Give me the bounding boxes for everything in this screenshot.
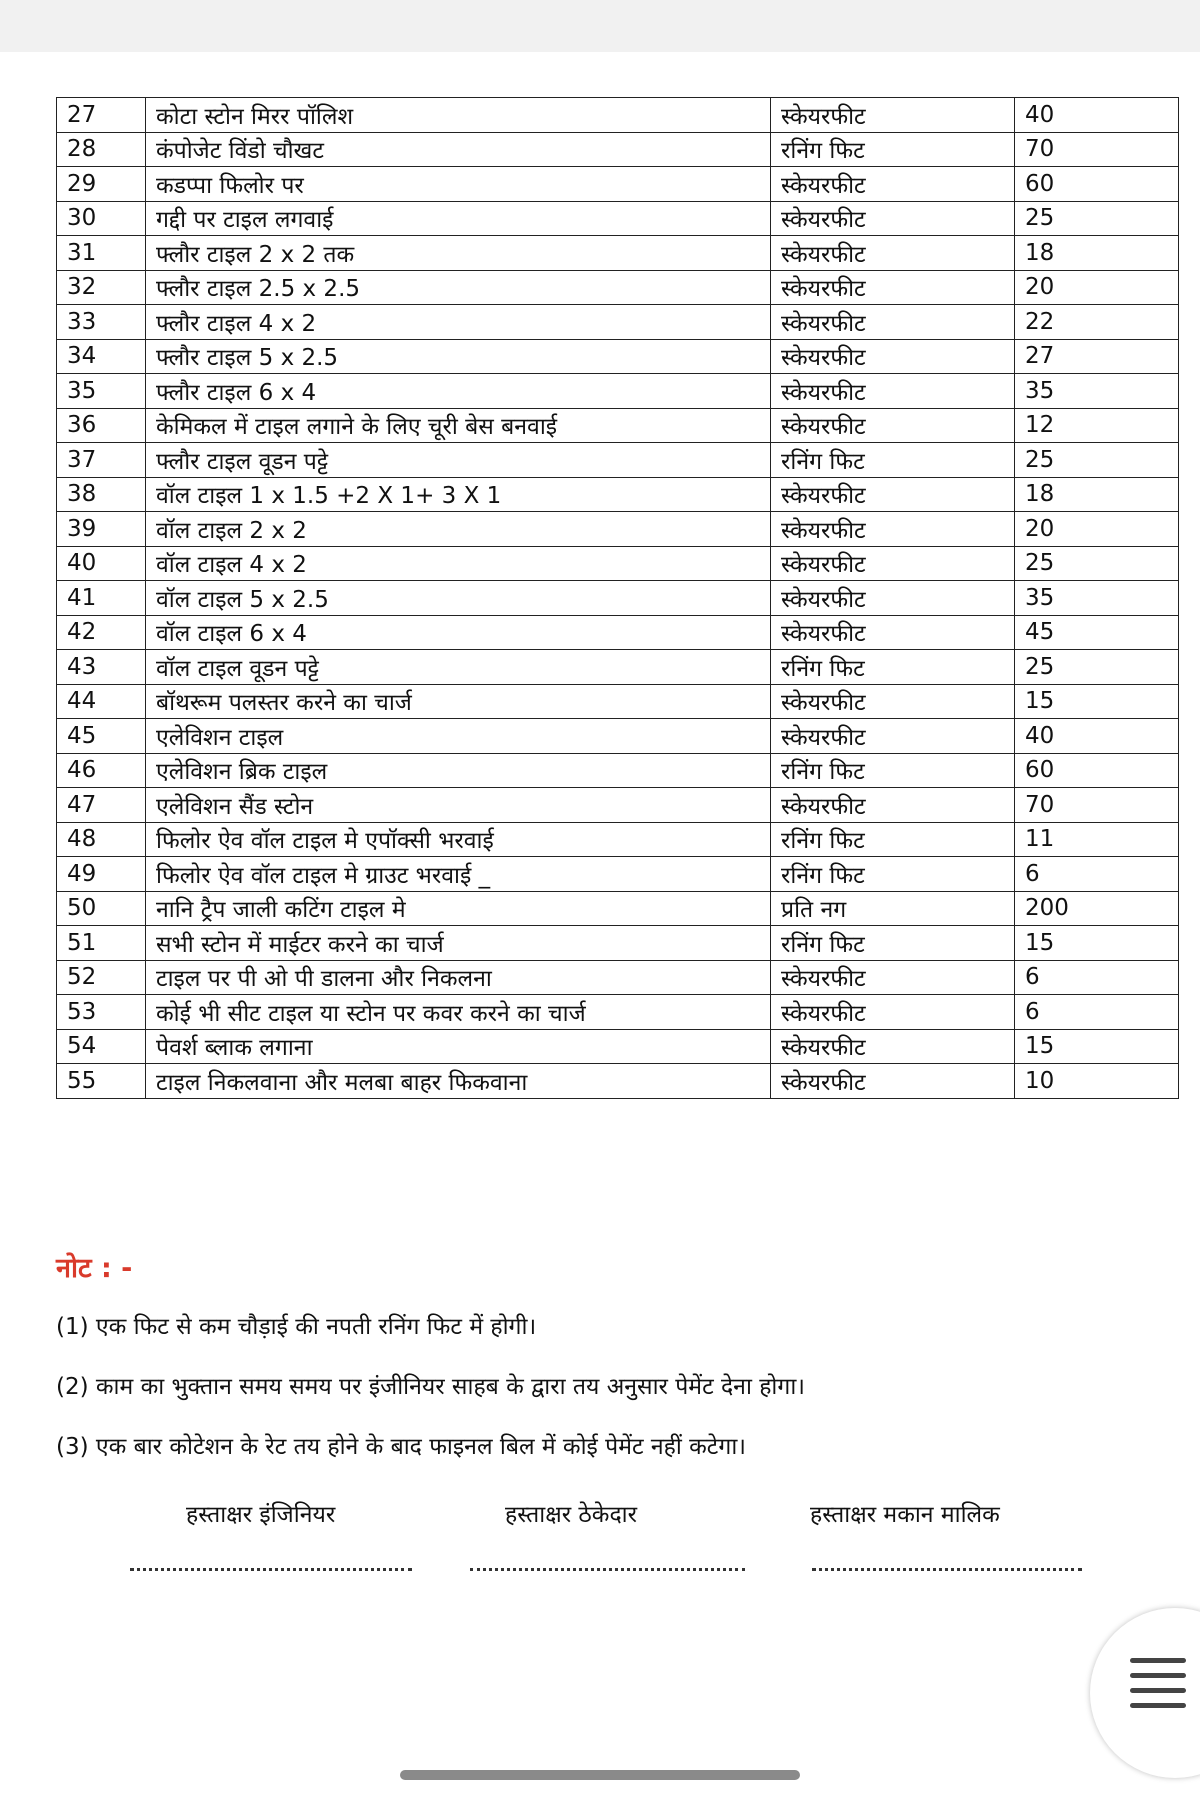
table-row: [57, 960, 1179, 995]
unit-cell: स्केयरफीट: [771, 960, 1015, 995]
rate-cell: 25: [1015, 443, 1179, 478]
serial-number-cell: 38: [57, 477, 146, 512]
item-description-cell: गद्दी पर टाइल लगवाई: [146, 201, 771, 236]
table-row: [57, 374, 1179, 409]
serial-number-cell: 46: [57, 753, 146, 788]
rate-cell: 18: [1015, 477, 1179, 512]
serial-number-cell: 50: [57, 891, 146, 926]
unit-cell: प्रति नग: [771, 891, 1015, 926]
table-row: [57, 167, 1179, 202]
table-row: [57, 512, 1179, 547]
serial-number-cell: 35: [57, 374, 146, 409]
rate-cell: 15: [1015, 1029, 1179, 1064]
item-description-cell: बॉथरूम पलस्तर करने का चार्ज: [146, 684, 771, 719]
table-row: [57, 546, 1179, 581]
item-description-cell: फ्लौर टाइल 2 x 2 तक: [146, 236, 771, 271]
serial-number-cell: 44: [57, 684, 146, 719]
table-row: [57, 753, 1179, 788]
serial-number-cell: 33: [57, 305, 146, 340]
signature-engineer-label: हस्ताक्षर इंजिनियर: [186, 1502, 336, 1528]
rate-cell: 25: [1015, 546, 1179, 581]
unit-cell: स्केयरफीट: [771, 1029, 1015, 1064]
home-indicator-bar[interactable]: [400, 1770, 800, 1780]
item-description-cell: वॉल टाइल 4 x 2: [146, 546, 771, 581]
item-description-cell: टाइल निकलवाना और मलबा बाहर फिकवाना: [146, 1064, 771, 1099]
table-row: [57, 443, 1179, 478]
item-description-cell: नानि ट्रैप जाली कटिंग टाइल मे: [146, 891, 771, 926]
rate-cell: 10: [1015, 1064, 1179, 1099]
unit-cell: स्केयरफीट: [771, 615, 1015, 650]
item-description-cell: फिलोर ऐव वॉल टाइल मे ग्राउट भरवाई _: [146, 857, 771, 892]
unit-cell: स्केयरफीट: [771, 477, 1015, 512]
unit-cell: रनिंग फिट: [771, 857, 1015, 892]
rate-cell: 70: [1015, 788, 1179, 823]
signature-contractor-label: हस्ताक्षर ठेकेदार: [505, 1502, 638, 1528]
unit-cell: स्केयरफीट: [771, 167, 1015, 202]
item-description-cell: एलेविशन सैंड स्टोन: [146, 788, 771, 823]
table-row: [57, 719, 1179, 754]
rate-cell: 25: [1015, 201, 1179, 236]
item-description-cell: फिलोर ऐव वॉल टाइल मे एपॉक्सी भरवाई: [146, 822, 771, 857]
table-row: [57, 408, 1179, 443]
item-description-cell: फ्लौर टाइल वूडन पट्टे: [146, 443, 771, 478]
rate-cell: 12: [1015, 408, 1179, 443]
serial-number-cell: 31: [57, 236, 146, 271]
serial-number-cell: 43: [57, 650, 146, 685]
table-row: [57, 132, 1179, 167]
serial-number-cell: 27: [57, 98, 146, 133]
unit-cell: स्केयरफीट: [771, 546, 1015, 581]
item-description-cell: कोई भी सीट टाइल या स्टोन पर कवर करने का चार्ज: [146, 995, 771, 1030]
serial-number-cell: 47: [57, 788, 146, 823]
unit-cell: रनिंग फिट: [771, 822, 1015, 857]
signature-lines: [0, 1568, 1200, 1588]
signature-owner-line: [812, 1568, 1082, 1571]
rate-cell: 40: [1015, 98, 1179, 133]
unit-cell: रनिंग फिट: [771, 443, 1015, 478]
rate-table-body: [57, 98, 1179, 1099]
rate-table: [56, 97, 1179, 1099]
rate-cell: 11: [1015, 822, 1179, 857]
unit-cell: रनिंग फिट: [771, 753, 1015, 788]
item-description-cell: कंपोजेट विंडो चौखट: [146, 132, 771, 167]
table-row: [57, 650, 1179, 685]
signature-engineer-line: [130, 1568, 412, 1571]
serial-number-cell: 34: [57, 339, 146, 374]
viewer-top-bar: [0, 0, 1200, 52]
unit-cell: स्केयरफीट: [771, 270, 1015, 305]
note-item: (3) एक बार कोटेशन के रेट तय होने के बाद फाइनल बिल में कोई पेमेंट नहीं कटेगा।: [56, 1434, 746, 1460]
unit-cell: स्केयरफीट: [771, 339, 1015, 374]
unit-cell: स्केयरफीट: [771, 995, 1015, 1030]
serial-number-cell: 45: [57, 719, 146, 754]
table-row: [57, 615, 1179, 650]
item-description-cell: वॉल टाइल 6 x 4: [146, 615, 771, 650]
table-row: [57, 270, 1179, 305]
item-description-cell: टाइल पर पी ओ पी डालना और निकलना: [146, 960, 771, 995]
unit-cell: स्केयरफीट: [771, 374, 1015, 409]
rate-cell: 60: [1015, 167, 1179, 202]
unit-cell: स्केयरफीट: [771, 305, 1015, 340]
signature-contractor-line: [470, 1568, 745, 1571]
item-description-cell: कडप्पा फिलोर पर: [146, 167, 771, 202]
serial-number-cell: 40: [57, 546, 146, 581]
rate-cell: 6: [1015, 960, 1179, 995]
item-description-cell: एलेविशन टाइल: [146, 719, 771, 754]
item-description-cell: वॉल टाइल वूडन पट्टे: [146, 650, 771, 685]
rate-cell: 35: [1015, 581, 1179, 616]
table-row: [57, 1064, 1179, 1099]
table-row: [57, 926, 1179, 961]
table-row: [57, 1029, 1179, 1064]
rate-cell: 27: [1015, 339, 1179, 374]
serial-number-cell: 28: [57, 132, 146, 167]
unit-cell: रनिंग फिट: [771, 650, 1015, 685]
table-row: [57, 581, 1179, 616]
unit-cell: स्केयरफीट: [771, 512, 1015, 547]
rate-cell: 6: [1015, 995, 1179, 1030]
table-row: [57, 98, 1179, 133]
signature-labels: [0, 1497, 1200, 1531]
unit-cell: स्केयरफीट: [771, 201, 1015, 236]
serial-number-cell: 37: [57, 443, 146, 478]
item-description-cell: फ्लौर टाइल 2.5 x 2.5: [146, 270, 771, 305]
unit-cell: स्केयरफीट: [771, 236, 1015, 271]
rate-cell: 25: [1015, 650, 1179, 685]
unit-cell: स्केयरफीट: [771, 1064, 1015, 1099]
serial-number-cell: 32: [57, 270, 146, 305]
signature-owner-label: हस्ताक्षर मकान मालिक: [810, 1502, 1000, 1528]
item-description-cell: फ्लौर टाइल 5 x 2.5: [146, 339, 771, 374]
hamburger-menu-icon: [1130, 1658, 1186, 1708]
unit-cell: स्केयरफीट: [771, 581, 1015, 616]
rate-cell: 6: [1015, 857, 1179, 892]
item-description-cell: फ्लौर टाइल 6 x 4: [146, 374, 771, 409]
item-description-cell: केमिकल में टाइल लगाने के लिए चूरी बेस बनवाई: [146, 408, 771, 443]
table-row: [57, 201, 1179, 236]
serial-number-cell: 29: [57, 167, 146, 202]
unit-cell: स्केयरफीट: [771, 788, 1015, 823]
serial-number-cell: 48: [57, 822, 146, 857]
table-row: [57, 477, 1179, 512]
note-item: (2) काम का भुक्तान समय समय पर इंजीनियर साहब के द्वारा तय अनुसार पेमेंट देना होगा।: [56, 1374, 806, 1400]
rate-cell: 22: [1015, 305, 1179, 340]
table-row: [57, 788, 1179, 823]
item-description-cell: वॉल टाइल 5 x 2.5: [146, 581, 771, 616]
table-row: [57, 857, 1179, 892]
table-row: [57, 684, 1179, 719]
note-heading: नोट : -: [56, 1253, 133, 1284]
item-description-cell: फ्लौर टाइल 4 x 2: [146, 305, 771, 340]
unit-cell: स्केयरफीट: [771, 684, 1015, 719]
note-item: (1) एक फिट से कम चौड़ाई की नपती रनिंग फिट में होगी।: [56, 1314, 537, 1340]
rate-cell: 20: [1015, 270, 1179, 305]
unit-cell: रनिंग फिट: [771, 926, 1015, 961]
table-row: [57, 236, 1179, 271]
menu-button[interactable]: [1090, 1608, 1200, 1778]
serial-number-cell: 55: [57, 1064, 146, 1099]
rate-cell: 15: [1015, 684, 1179, 719]
table-row: [57, 891, 1179, 926]
rate-cell: 200: [1015, 891, 1179, 926]
rate-cell: 20: [1015, 512, 1179, 547]
serial-number-cell: 36: [57, 408, 146, 443]
unit-cell: स्केयरफीट: [771, 98, 1015, 133]
unit-cell: स्केयरफीट: [771, 408, 1015, 443]
serial-number-cell: 41: [57, 581, 146, 616]
rate-cell: 15: [1015, 926, 1179, 961]
notes-list: [56, 1312, 1166, 1492]
rate-cell: 18: [1015, 236, 1179, 271]
serial-number-cell: 54: [57, 1029, 146, 1064]
rate-cell: 35: [1015, 374, 1179, 409]
table-row: [57, 305, 1179, 340]
item-description-cell: वॉल टाइल 1 x 1.5 +2 X 1+ 3 X 1: [146, 477, 771, 512]
rate-cell: 70: [1015, 132, 1179, 167]
serial-number-cell: 42: [57, 615, 146, 650]
rate-cell: 60: [1015, 753, 1179, 788]
item-description-cell: कोटा स्टोन मिरर पॉलिश: [146, 98, 771, 133]
serial-number-cell: 30: [57, 201, 146, 236]
item-description-cell: एलेविशन ब्रिक टाइल: [146, 753, 771, 788]
serial-number-cell: 39: [57, 512, 146, 547]
table-row: [57, 822, 1179, 857]
item-description-cell: सभी स्टोन में माईटर करने का चार्ज: [146, 926, 771, 961]
rate-cell: 45: [1015, 615, 1179, 650]
serial-number-cell: 49: [57, 857, 146, 892]
serial-number-cell: 53: [57, 995, 146, 1030]
table-row: [57, 339, 1179, 374]
item-description-cell: पेवर्श ब्लाक लगाना: [146, 1029, 771, 1064]
rate-cell: 40: [1015, 719, 1179, 754]
item-description-cell: वॉल टाइल 2 x 2: [146, 512, 771, 547]
unit-cell: स्केयरफीट: [771, 719, 1015, 754]
table-row: [57, 995, 1179, 1030]
unit-cell: रनिंग फिट: [771, 132, 1015, 167]
serial-number-cell: 52: [57, 960, 146, 995]
serial-number-cell: 51: [57, 926, 146, 961]
